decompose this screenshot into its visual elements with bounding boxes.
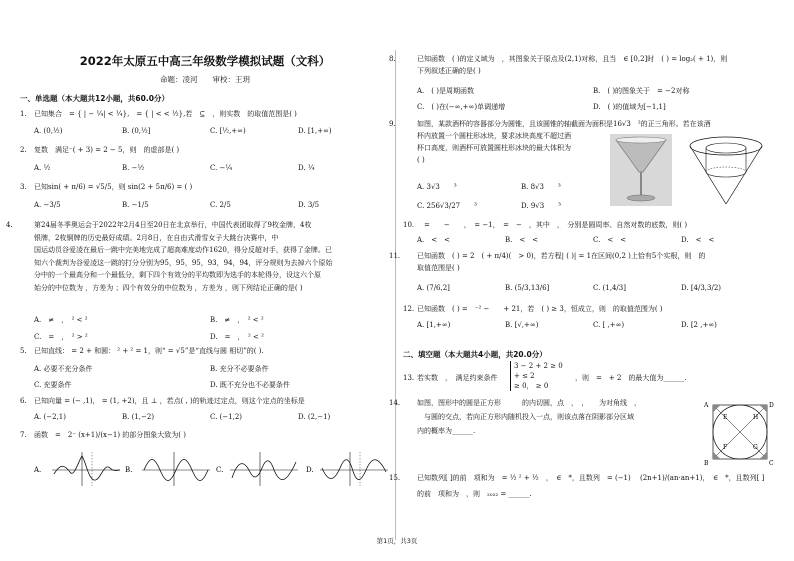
exam-meta: 命题：凌河 审校：王玥	[160, 75, 250, 84]
fig14-label-a: A	[704, 402, 709, 409]
q13-tail: ，则 = + 2 的最大值为______.	[575, 374, 687, 382]
question-4: 4. 第24届冬季奥运会于2022年2月4日至20日在北京举行，中国代表团取得了9枚金牌，4枚 银牌，2枚铜牌的历史最好成绩。2月8日，在自由式滑雪女子大跳台决赛中，中 国运动员谷爱凌在最后一跳中完美地完成了超高难度动作1620，得分反超对手，获得了金牌。已 知六个裁判为谷爱凌这一跳的打分分别为95，95，95，93，94，94，评分规则为去掉六个原始 分中的一个最高分和一个最低分，剩下四个有效分的平均数即为选手的本轮得分，设这六个原 始分的中位数为 ，方差为 ；四个有效分的中位数为 ，方差为 ，则下列结论正确的是( )	[6, 221, 333, 292]
q5-option-b: B. 充分不必要条件	[210, 365, 269, 373]
question-14: 14. 如图，图形中的圆是正方形 的内切圆，点 ， ， 为对角线 ， 与圆的交点，若向正方形内随机投入一点，则该点落在阴影部分区域 内的概率为______.	[389, 399, 641, 435]
question-5: 5. 已知直线： = 2 + 和圆： ² + ² = 1，则“ = √5”是“直线与圆 相切”的( ).	[20, 347, 264, 355]
q7-option-c: C.	[216, 466, 224, 474]
q4-option-a: A. ≠ ， ² < ²	[34, 316, 88, 324]
q13-constraint-2: + ≤ 2	[514, 372, 535, 380]
q4-option-d: D. = ， ² < ²	[210, 333, 264, 341]
fig14-label-c: C	[769, 460, 774, 467]
q6-option-b: B. (1,−2)	[122, 413, 155, 421]
cocktail-glass-photo	[610, 134, 672, 206]
q13-constraint-3: ≥ 0， ≥ 0	[514, 382, 549, 390]
q7-graph-d	[306, 452, 388, 486]
q8-option-b: B. ( )的图象关于 = −2对称	[593, 87, 690, 95]
q5-option-a: A. 必要不充分条件	[34, 365, 93, 373]
q5-option-c: C. 充要条件	[34, 381, 72, 389]
q8-option-c: C. ( )在(−∞,+∞)单调递增	[417, 103, 506, 111]
q5-option-d: D. 既不充分也不必要条件	[210, 381, 290, 389]
q4-option-b: B. ≠ ， ² < ²	[210, 316, 264, 324]
q3-option-c: C. 2/5	[210, 201, 231, 209]
q7-graph-b	[125, 452, 210, 486]
square-circle-svg	[703, 397, 775, 469]
question-11: 11. 已知函数 ( ) = 2 ( + π/4)( > 0)，若方程| ( )| = 1在区间(0,2 )上恰有5个实根，则 的 取值范围是( )	[389, 252, 706, 272]
q8-option-d: D. ( )的值域为[−1,1]	[593, 103, 666, 111]
q2-option-d: D. ¼	[298, 164, 315, 172]
q9-option-d: D. 9√3 ³	[521, 202, 561, 210]
fig14-label-e: E	[723, 414, 728, 421]
q11-option-c: C. (1,4/3]	[593, 284, 626, 292]
q7-option-b: B.	[125, 466, 133, 474]
q3-option-b: B. −1/5	[122, 201, 149, 209]
q1-option-d: D. [1,+∞)	[298, 127, 332, 135]
question-9: 9. 如图，某款酒杯的容器部分为圆锥，且该圆锥的轴截面为面积是16√3 ²的正三角形。若在该酒 杯内放置一个圆柱形冰块，要求冰块高度不超过酒 杯口高度，则酒杯可放置圆柱形冰块的最大体积为 ( )	[389, 120, 711, 164]
question-12: 12. 已知函数 ( ) = ⁻² − + 21，若 ( ) ≥ 3，恒成立，则 的取值范围为( )	[403, 305, 663, 313]
square-circle-figure	[703, 397, 775, 469]
q10-option-a: A. < <	[417, 236, 451, 244]
question-2: 2. 复数 满足⁻( + 3) = 2 − 5，则 的虚部是( )	[20, 146, 180, 154]
q3-option-a: A. −3/5	[34, 201, 61, 209]
q1-option-c: C. [½,+∞)	[210, 127, 246, 135]
cone-svg	[686, 134, 766, 206]
q7-option-a: A.	[34, 466, 42, 474]
fig14-label-b: B	[704, 460, 709, 467]
q11-option-d: D. [4/3,3/2)	[681, 284, 722, 292]
q9-option-a: A. 3√3 ³	[417, 183, 457, 191]
q11-option-b: B. (5/3,13/6]	[505, 284, 550, 292]
q6-option-a: A. (−2,1)	[34, 413, 66, 421]
q7-graphs	[34, 448, 390, 488]
fig14-label-g: G	[753, 444, 758, 451]
q1-option-b: B. (0,½]	[122, 127, 151, 135]
q12-option-c: C. [ ,+∞)	[593, 321, 625, 329]
question-8: 8. 已知函数 ( )的定义域为 ，其图象关于原点及(2,1)对称，且当 ∈ [0,2]时 ( ) = log₂( + 1)，则 下列叙述正确的是( )	[389, 55, 728, 75]
fig14-label-h: H	[753, 414, 759, 421]
q11-option-a: A. (7/6,2]	[417, 284, 450, 292]
q10-option-d: D. < <	[681, 236, 715, 244]
q1-option-a: A. (0,½)	[34, 127, 63, 135]
q2-option-b: B. −½	[122, 164, 145, 172]
q7-graph-c	[216, 452, 298, 486]
q13-constraint-1: 3 − 2 + 2 ≥ 0	[514, 362, 563, 370]
q10-option-b: B. < <	[505, 236, 539, 244]
q2-option-a: A. ½	[34, 164, 51, 172]
fig14-label-d: D	[769, 402, 774, 409]
q12-option-d: D. [2 ,+∞)	[681, 321, 717, 329]
q12-option-b: B. [√,+∞)	[505, 321, 539, 329]
section-choice-heading: 一、单选题（本大题共12小题，共60.0分）	[20, 94, 169, 103]
section-fill-heading: 二、填空题（本大题共4小题，共20.0分）	[403, 350, 547, 359]
q10-option-c: C. < <	[593, 236, 627, 244]
question-6: 6. 已知向量 = (− ,1)， = (1, +2)，且 ⊥ ，若点( , )的轨迹过定点，则这个定点的坐标是	[20, 397, 305, 405]
q3-option-d: D. 3/5	[298, 201, 320, 209]
q7-option-d: D.	[306, 466, 314, 474]
q4-option-c: C. = ， ² > ²	[34, 333, 88, 341]
q9-option-c: C. 256√3/27 ³	[417, 202, 477, 210]
q9-option-b: B. 8√3 ³	[521, 183, 561, 191]
page-footer: 第1页，共3页	[376, 537, 418, 545]
q7-graph-a	[34, 452, 120, 486]
cone-cylinder-diagram	[686, 134, 766, 206]
q6-option-d: D. (2,−1)	[298, 413, 331, 421]
question-10: 10. = − ， = −1， = − ，其中 ， 分别是圆周率、自然对数的底数，则( )	[403, 221, 688, 229]
question-15: 15. 已知数列[ ]的前 项和为 = ½ ² + ½ ， ∈ *，且数列 = (−1) (2n+1)/(an·an+1)， ∈ *，且数列[ ] 的前 项和为 ，则 ₂₀₂₂ = ______.	[389, 474, 765, 498]
fig14-label-f: F	[723, 444, 728, 451]
q8-option-a: A. ( )是周期函数	[417, 87, 474, 95]
question-3: 3. 已知sin( + π/6) = √5/5，则 sin(2 + 5π/6) = ( )	[20, 183, 193, 191]
exam-title: 2022年太原五中高三年级数学模拟试题（文科）	[79, 54, 331, 68]
q2-option-c: C. −¼	[210, 164, 233, 172]
q12-option-a: A. [1,+∞)	[417, 321, 451, 329]
q6-option-c: C. (−1,2)	[210, 413, 243, 421]
question-13: 13. 若实数 ， 满足约束条件	[403, 374, 498, 382]
left-column	[6, 0, 390, 561]
question-7: 7. 函数 = 2⁻ (x+1)/(x−1) 的部分图象大致为( )	[20, 431, 186, 439]
glass-svg	[610, 134, 672, 206]
q13-constraint-system	[510, 361, 563, 391]
question-1: 1. 已知集合 = { | − ¼| < ¼}, = { | < < ½},若 ⊆ ，则实数 的取值范围是( )	[20, 110, 297, 118]
q7-graph-svg	[34, 448, 390, 488]
